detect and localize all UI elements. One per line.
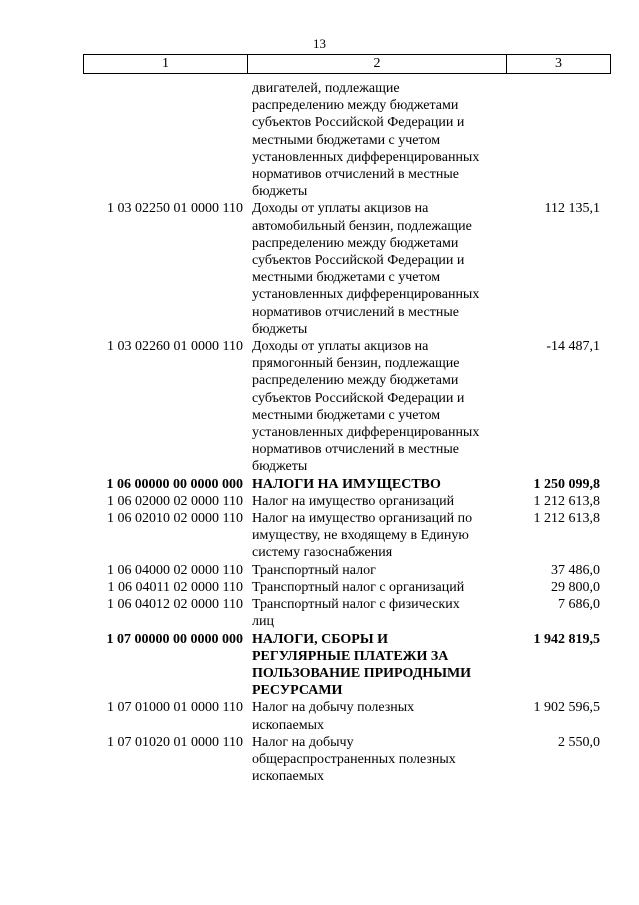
budget-code: 1 06 02010 02 0000 110 — [107, 511, 243, 527]
revenue-name-line: Налог на добычу полезных — [252, 700, 415, 716]
budget-code: 1 07 01000 01 0000 110 — [107, 700, 243, 716]
revenue-name-line: РЕСУРСАМИ — [252, 683, 343, 699]
revenue-name-line: нормативов отчислений в местные — [252, 304, 459, 320]
revenue-name-line: бюджеты — [252, 459, 308, 475]
revenue-name-line: Транспортный налог с физических — [252, 597, 460, 613]
revenue-name-line: субъектов Российской Федерации и — [252, 253, 465, 269]
table-row — [83, 734, 610, 786]
page-number: 13 — [313, 36, 326, 51]
revenue-name — [247, 579, 506, 596]
revenue-name — [247, 596, 506, 630]
revenue-name-line: распределению между бюджетами — [252, 235, 459, 251]
revenue-name-line: двигателей, подлежащие — [252, 81, 400, 96]
revenue-name — [247, 80, 506, 200]
table-row — [83, 579, 610, 596]
revenue-name-line: распределению между бюджетами — [252, 373, 459, 389]
amount-value: 1 902 596,5 — [533, 700, 600, 716]
revenue-name-line: автомобильный бензин, подлежащие — [252, 218, 472, 234]
amount-value: 1 212 613,8 — [533, 511, 600, 527]
revenue-name — [247, 734, 506, 786]
revenue-name-line: имуществу, не входящему в Единую — [252, 528, 469, 544]
revenue-name — [247, 338, 506, 476]
amount-value: 1 942 819,5 — [533, 631, 600, 647]
revenue-name-line: общераспространенных полезных — [252, 751, 456, 767]
revenue-name — [247, 200, 506, 338]
budget-code: 1 07 01020 01 0000 110 — [107, 734, 243, 750]
revenue-name-line: субъектов Российской Федерации и — [252, 390, 465, 406]
table-row — [83, 562, 610, 579]
revenue-name-line: НАЛОГИ НА ИМУЩЕСТВО — [252, 476, 441, 492]
revenue-name — [247, 493, 506, 510]
revenue-name-line: установленных дифференцированных — [252, 287, 480, 303]
revenue-name-line: местными бюджетами с учетом — [252, 132, 441, 148]
table-row — [83, 699, 610, 733]
table-row — [83, 510, 610, 562]
revenue-name — [247, 631, 506, 700]
revenue-name-line: РЕГУЛЯРНЫЕ ПЛАТЕЖИ ЗА — [252, 648, 449, 664]
revenue-name — [247, 699, 506, 733]
amount-value: 29 800,0 — [551, 579, 600, 595]
table-row — [83, 476, 610, 493]
budget-code: 1 03 02250 01 0000 110 — [107, 201, 243, 217]
revenue-name-line: распределению между бюджетами — [252, 98, 459, 114]
revenue-name-line: прямогонный бензин, подлежащие — [252, 356, 460, 372]
revenue-name-line: бюджеты — [252, 321, 308, 337]
table-body — [83, 80, 610, 785]
table-row — [83, 493, 610, 510]
revenue-name-line: субъектов Российской Федерации и — [252, 115, 465, 131]
revenue-name-line: ПОЛЬЗОВАНИЕ ПРИРОДНЫМИ — [252, 665, 472, 681]
column-header-3: 3 — [507, 55, 611, 74]
revenue-name-line: нормативов отчислений в местные — [252, 167, 459, 183]
budget-code: 1 07 00000 00 0000 000 — [106, 631, 243, 647]
revenue-name-line: систему газоснабжения — [252, 545, 393, 561]
table-row — [83, 200, 610, 338]
budget-code: 1 06 04000 02 0000 110 — [107, 562, 243, 578]
revenue-name-line: НАЛОГИ, СБОРЫ И — [252, 631, 388, 647]
table-header — [83, 54, 611, 74]
amount-value: 37 486,0 — [551, 562, 600, 578]
revenue-name-line: местными бюджетами с учетом — [252, 407, 441, 423]
amount-value: 112 135,1 — [544, 201, 600, 217]
table-row — [83, 631, 610, 700]
budget-code: 1 03 02260 01 0000 110 — [107, 339, 243, 355]
revenue-name — [247, 476, 506, 493]
budget-code — [83, 80, 247, 200]
revenue-name-line: лиц — [252, 614, 274, 630]
revenue-name-line: установленных дифференцированных — [252, 149, 480, 165]
revenue-name-line: нормативов отчислений в местные — [252, 442, 459, 458]
revenue-name-line: Налог на имущество организаций по — [252, 511, 473, 527]
budget-code: 1 06 02000 02 0000 110 — [107, 493, 243, 509]
amount-value: 1 250 099,8 — [533, 476, 600, 492]
revenue-name-line: Налог на добычу — [252, 734, 354, 750]
budget-code: 1 06 04012 02 0000 110 — [107, 597, 243, 613]
column-header-1: 1 — [84, 55, 248, 74]
revenue-name-line: установленных дифференцированных — [252, 425, 480, 441]
column-header-2: 2 — [248, 55, 507, 74]
table-row — [83, 596, 610, 630]
budget-code: 1 06 04011 02 0000 110 — [107, 579, 243, 595]
revenue-name-line: Налог на имущество организаций — [252, 493, 455, 509]
budget-code: 1 06 00000 00 0000 000 — [106, 476, 243, 492]
amount-value: 7 686,0 — [558, 597, 600, 613]
revenue-name-line: ископаемых — [252, 717, 324, 733]
revenue-name-line: ископаемых — [252, 769, 324, 785]
revenue-name-line: Транспортный налог с организаций — [252, 579, 465, 595]
revenue-name — [247, 510, 506, 562]
amount-value — [506, 80, 610, 200]
amount-value: -14 487,1 — [546, 339, 600, 355]
revenue-name-line: Доходы от уплаты акцизов на — [252, 201, 429, 217]
amount-value: 2 550,0 — [558, 734, 600, 750]
table-row — [83, 338, 610, 476]
revenue-name-line: местными бюджетами с учетом — [252, 270, 441, 286]
amount-value: 1 212 613,8 — [533, 493, 600, 509]
revenue-name — [247, 562, 506, 579]
revenue-name-line: бюджеты — [252, 184, 308, 200]
revenue-name-line: Транспортный налог — [252, 562, 376, 578]
table-row — [83, 80, 610, 200]
revenue-name-line: Доходы от уплаты акцизов на — [252, 339, 429, 355]
